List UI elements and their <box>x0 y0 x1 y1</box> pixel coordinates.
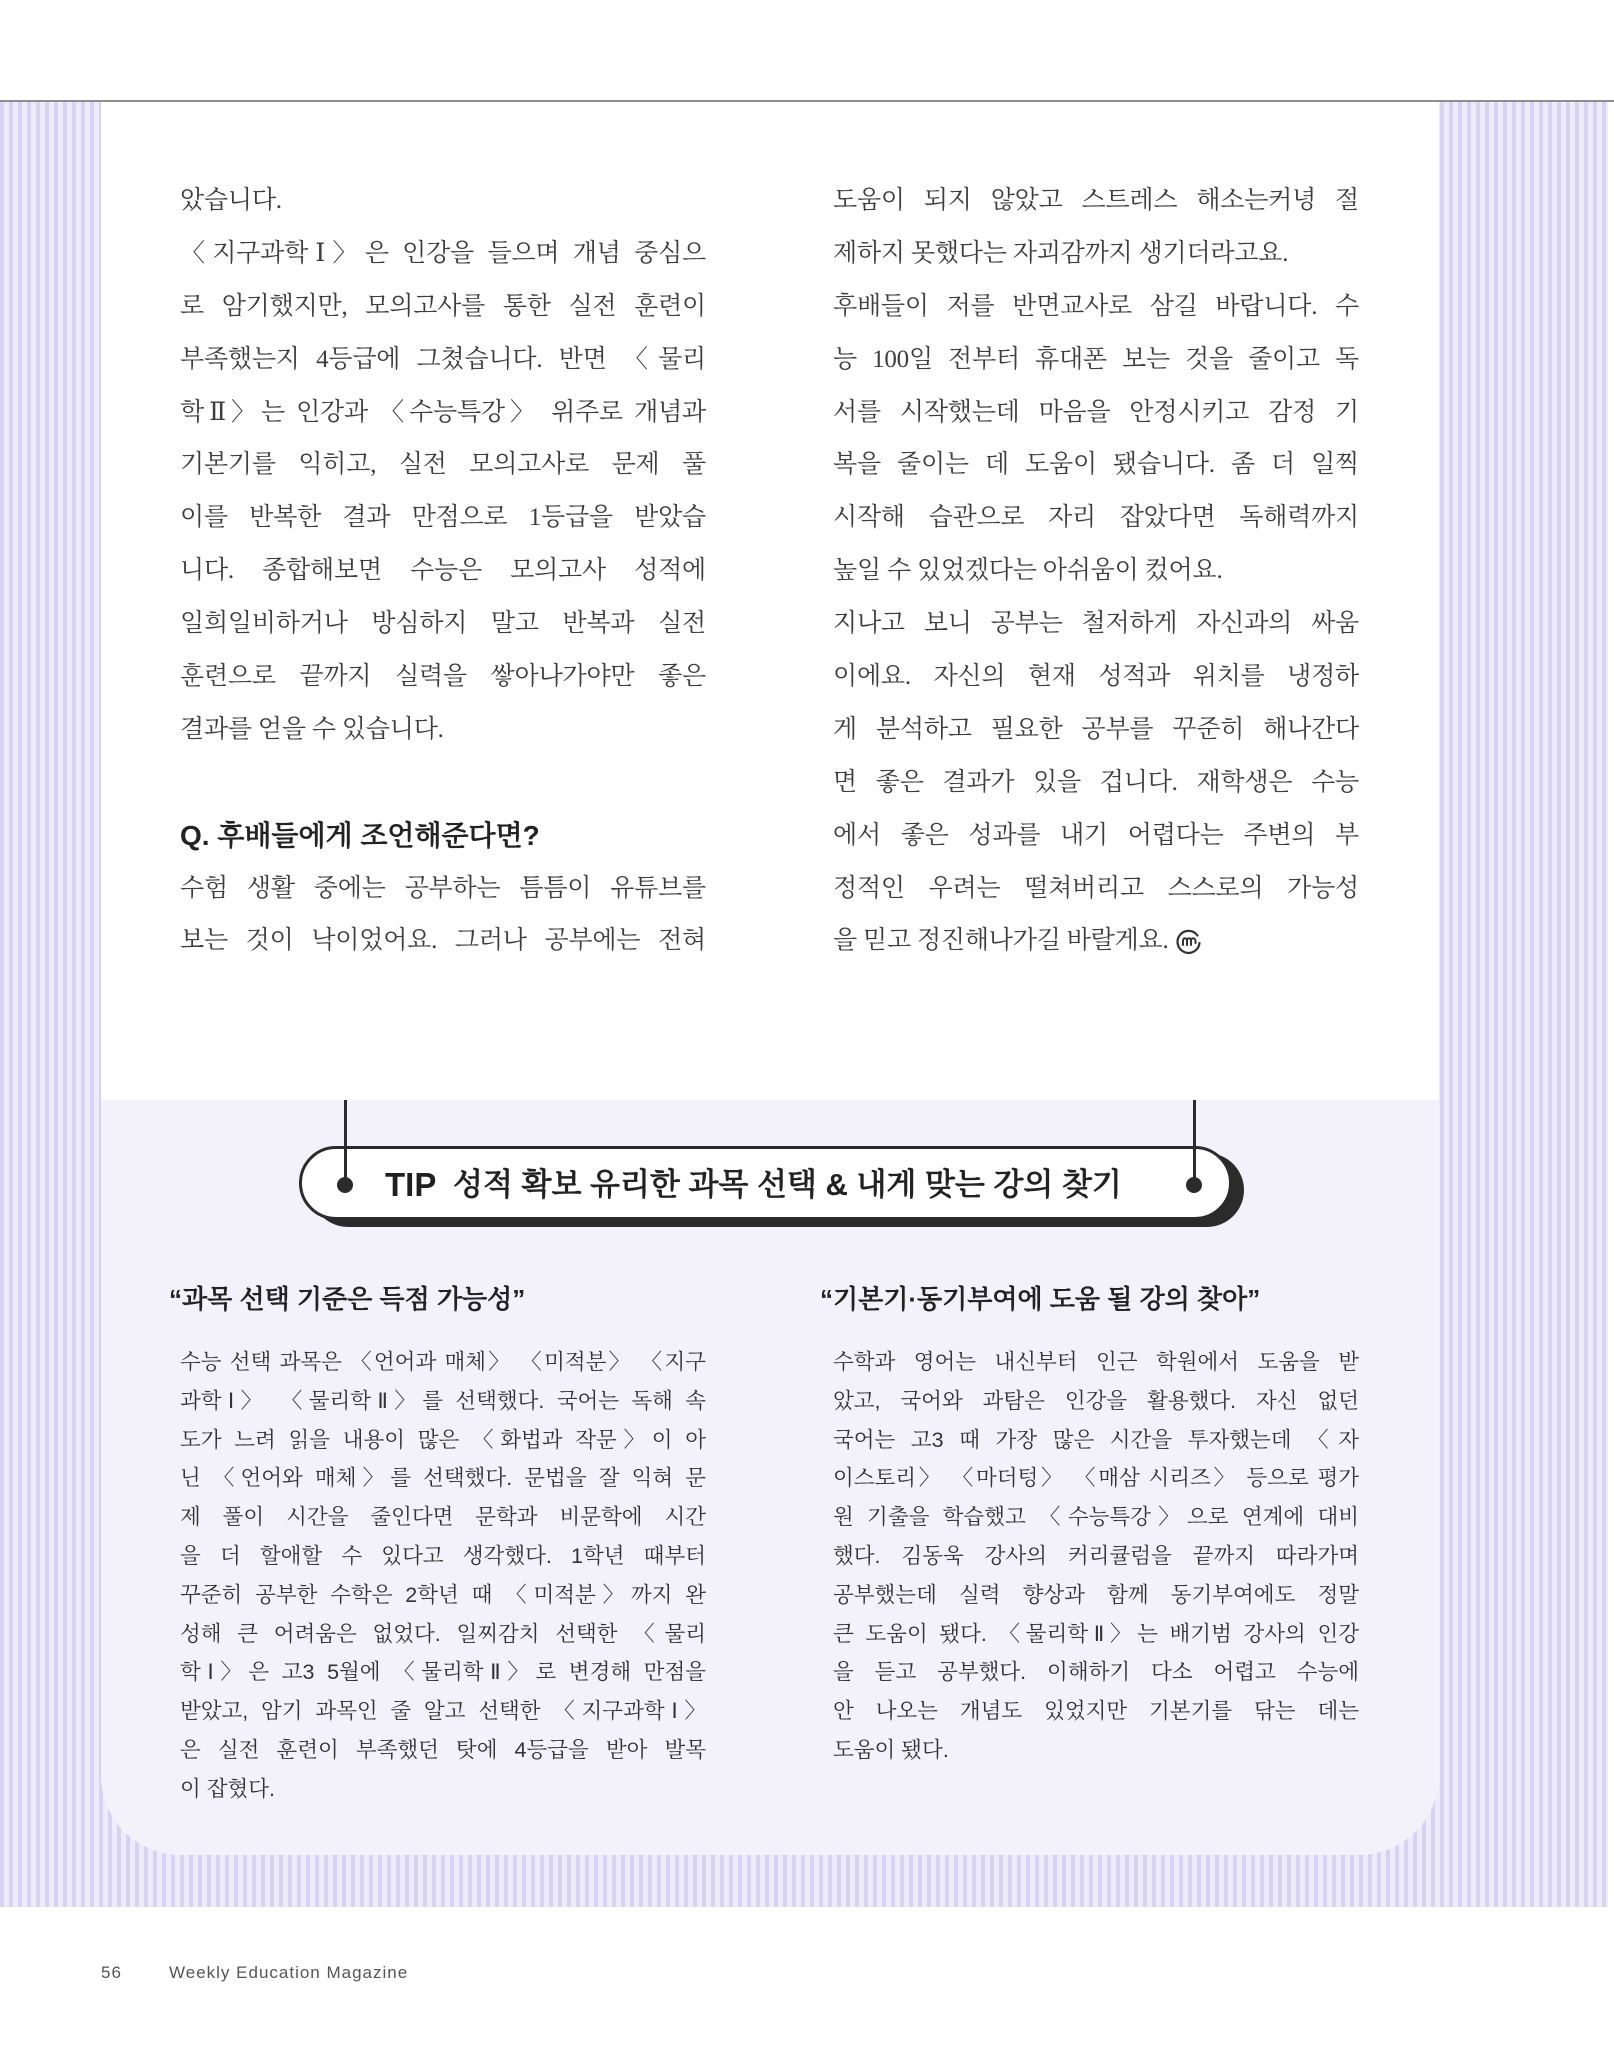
text-line: 후배들이 저를 반면교사로 삼길 바랍니다. 수 <box>833 292 1359 320</box>
tip-dot <box>1186 1177 1202 1193</box>
tip-text-line: 제 풀이 시간을 줄인다면 문학과 비문학에 시간 <box>180 1505 706 1530</box>
tip-title: 성적 확보 유리한 과목 선택 & 내게 맞는 강의 찾기 <box>453 1167 1122 1202</box>
text-line-final <box>833 915 1359 968</box>
text-line: 높일 수 있었겠다는 아쉬움이 컸어요. <box>833 557 1223 585</box>
tip-text-line: 과학Ⅰ〉 〈물리학Ⅱ〉를 선택했다. 국어는 독해 속 <box>180 1388 706 1413</box>
text-line: 시작해 습관으로 자리 잡았다면 독해력까지 <box>833 504 1359 532</box>
text-line: 게 분석하고 필요한 공부를 꾸준히 해나간다 <box>833 715 1359 743</box>
text-line: 부족했는지 4등급에 그쳤습니다. 반면 〈물리 <box>180 345 706 373</box>
text-line: 이를 반복한 결과 만점으로 1등급을 받았습 <box>180 504 706 532</box>
text-line: 결과를 얻을 수 있습니다. <box>180 715 444 743</box>
tip-text-line: 성해 큰 어려움은 없었다. 일찌감치 선택한 〈물리 <box>180 1621 706 1646</box>
tip-text-line: 이 잡혔다. <box>180 1776 276 1801</box>
text-line: 학Ⅱ〉는 인강과 〈수능특강〉 위주로 개념과 <box>180 398 706 426</box>
text-line: 았습니다. <box>180 187 282 214</box>
text-line: 제하지 못했다는 자괴감까지 생기더라고요. <box>833 239 1289 267</box>
tip-connector-line <box>344 1100 347 1185</box>
tip-text-line: 닌 〈언어와 매체〉를 선택했다. 문법을 잘 익혀 문 <box>180 1466 706 1491</box>
tip-text-line: 안 나오는 개념도 있었지만 기본기를 닦는 데는 <box>833 1699 1359 1724</box>
tip-text-line: 수학과 영어는 내신부터 인근 학원에서 도움을 받 <box>833 1350 1359 1374</box>
left-column <box>180 175 706 968</box>
tip-left-column <box>180 1343 706 1809</box>
tip-right-column <box>833 1343 1359 1770</box>
tip-text-line: 은 실전 훈련이 부족했던 탓에 4등급을 받아 발목 <box>180 1737 706 1762</box>
text-line: 일희일비하거나 방심하지 말고 반복과 실전 <box>180 610 706 638</box>
tip-text-line: 도움이 됐다. <box>833 1737 949 1762</box>
text-line: 지나고 보니 공부는 철저하게 자신과의 싸움 <box>833 610 1359 638</box>
tip-connector-line <box>1193 1100 1196 1185</box>
tip-text-line: 했다. 김동욱 강사의 커리큘럼을 끝까지 따라가며 <box>833 1543 1359 1568</box>
text-line: 에서 좋은 성과를 내기 어렵다는 주변의 부 <box>833 821 1359 849</box>
text-line: 〈지구과학Ⅰ〉은 인강을 들으며 개념 중심으 <box>180 239 706 267</box>
text-line: 서를 시작했는데 마음을 안정시키고 감정 기 <box>833 398 1359 426</box>
tip-label: TIP <box>385 1166 437 1203</box>
question-heading: Q. 후배들에게 조언해준다면? <box>180 819 540 851</box>
text-line: 로 암기했지만, 모의고사를 통한 실전 훈련이 <box>180 292 706 320</box>
tip-text-line: 이스토리〉 〈마더텅〉 〈매삼 시리즈〉 등으로 평가 <box>833 1466 1359 1491</box>
text-line: 복을 줄이는 데 도움이 됐습니다. 좀 더 일찍 <box>833 451 1359 479</box>
tip-text-line: 학Ⅰ〉은 고3 5월에 〈물리학Ⅱ〉로 변경해 만점을 <box>180 1660 706 1685</box>
tip-text-line: 원 기출을 학습했고 〈수능특강〉으로 연계에 대비 <box>833 1505 1359 1530</box>
text-line: 니다. 종합해보면 수능은 모의고사 성적에 <box>180 557 706 585</box>
right-column <box>833 175 1359 968</box>
magazine-name: Weekly Education Magazine <box>169 1963 409 1982</box>
tip-text-line: 을 듣고 공부했다. 이해하기 다소 어렵고 수능에 <box>833 1660 1359 1685</box>
tip-text-line: 수능 선택 과목은 〈언어과 매체〉 〈미적분〉 〈지구 <box>180 1350 706 1374</box>
tip-text-line: 받았고, 암기 과목인 줄 알고 선택한 〈지구과학Ⅰ〉 <box>180 1699 706 1724</box>
text-line-final-text: 을 믿고 정진해나가길 바랄게요. <box>833 927 1169 955</box>
page-number: 56 <box>101 1963 122 1982</box>
end-mark-icon <box>1175 927 1203 955</box>
text-line: 면 좋은 결과가 있을 겁니다. 재학생은 수능 <box>833 768 1359 796</box>
tip-text-line: 꾸준히 공부한 수학은 2학년 때 〈미적분〉까지 완 <box>180 1582 706 1607</box>
tip-text-line: 을 더 할애할 수 있다고 생각했다. 1학년 때부터 <box>180 1543 706 1568</box>
tip-text-line: 았고, 국어와 과탐은 인강을 활용했다. 자신 없던 <box>833 1388 1359 1413</box>
text-line: 훈련으로 끝까지 실력을 쌓아나가야만 좋은 <box>180 663 706 691</box>
tip-left-heading: “과목 선택 기준은 득점 가능성” <box>169 1284 526 1314</box>
tip-dot <box>337 1177 353 1193</box>
text-line: 이에요. 자신의 현재 성적과 위치를 냉정하 <box>833 663 1359 691</box>
tip-text-line: 국어는 고3 때 가장 많은 시간을 투자했는데 〈자 <box>833 1427 1359 1452</box>
text-line: 기본기를 익히고, 실전 모의고사로 문제 풀 <box>180 451 706 479</box>
tip-right-heading: “기본기·동기부여에 도움 될 강의 찾아” <box>820 1284 1261 1314</box>
text-line: 도움이 되지 않았고 스트레스 해소는커녕 절 <box>833 187 1359 214</box>
paragraph-gap <box>180 757 706 810</box>
text-line: 능 100일 전부터 휴대폰 보는 것을 줄이고 독 <box>833 345 1359 373</box>
tip-text-line: 도가 느려 읽을 내용이 많은 〈화법과 작문〉이 아 <box>180 1427 706 1452</box>
tip-text-line: 큰 도움이 됐다. 〈물리학Ⅱ〉는 배기범 강사의 인강 <box>833 1621 1359 1646</box>
tip-text-line: 공부했는데 실력 향상과 함께 동기부여에도 정말 <box>833 1582 1359 1607</box>
text-line: 정적인 우려는 떨쳐버리고 스스로의 가능성 <box>833 874 1359 902</box>
text-line: 수험 생활 중에는 공부하는 틈틈이 유튜브를 <box>180 874 706 902</box>
text-line: 보는 것이 낙이었어요. 그러나 공부에는 전혀 <box>180 927 706 955</box>
